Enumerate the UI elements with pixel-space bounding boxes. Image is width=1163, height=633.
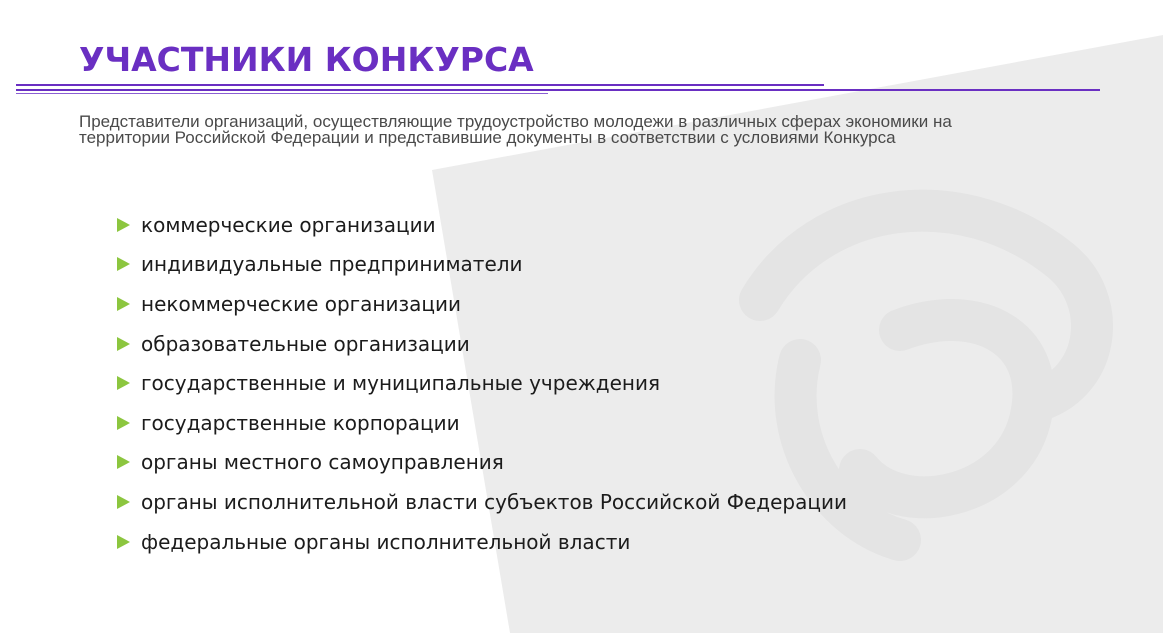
triangle-right-icon [117,257,130,271]
list-item [117,522,847,562]
list-item-label: органы местного самоуправления [141,450,504,475]
list-item-label: органы исполнительной власти субъектов Российской Федерации [141,489,847,514]
list-item-label: индивидуальные предприниматели [141,252,523,277]
list-item-label: коммерческие организации [141,212,436,237]
triangle-right-icon [117,455,130,469]
triangle-right-icon [117,416,130,430]
list-item [117,403,847,443]
list-item [117,245,847,285]
list-item [117,324,847,364]
participants-list [117,205,847,561]
title-underline-bottom [16,93,548,94]
triangle-right-icon [117,495,130,509]
list-item-label: федеральные органы исполнительной власти [141,529,631,554]
participants-description: Представители организаций, осуществляющие трудоустройство молодежи в различных сферах экономики на территории Российской Федерации и представившие документы в соответствии с условиями Конкурса [79,112,952,147]
title-underline-middle [16,89,1100,91]
list-item [117,284,847,324]
list-item [117,443,847,483]
title-underline-top [16,84,824,86]
page-title: УЧАСТНИКИ КОНКУРСА [79,40,534,79]
list-item-label: образовательные организации [141,331,470,356]
triangle-right-icon [117,297,130,311]
list-item [117,363,847,403]
triangle-right-icon [117,337,130,351]
triangle-right-icon [117,218,130,232]
triangle-right-icon [117,376,130,390]
list-item-label: некоммерческие организации [141,291,461,316]
list-item [117,482,847,522]
list-item-label: государственные корпорации [141,410,460,435]
list-item-label: государственные и муниципальные учреждения [141,371,661,396]
list-item [117,205,847,245]
triangle-right-icon [117,535,130,549]
